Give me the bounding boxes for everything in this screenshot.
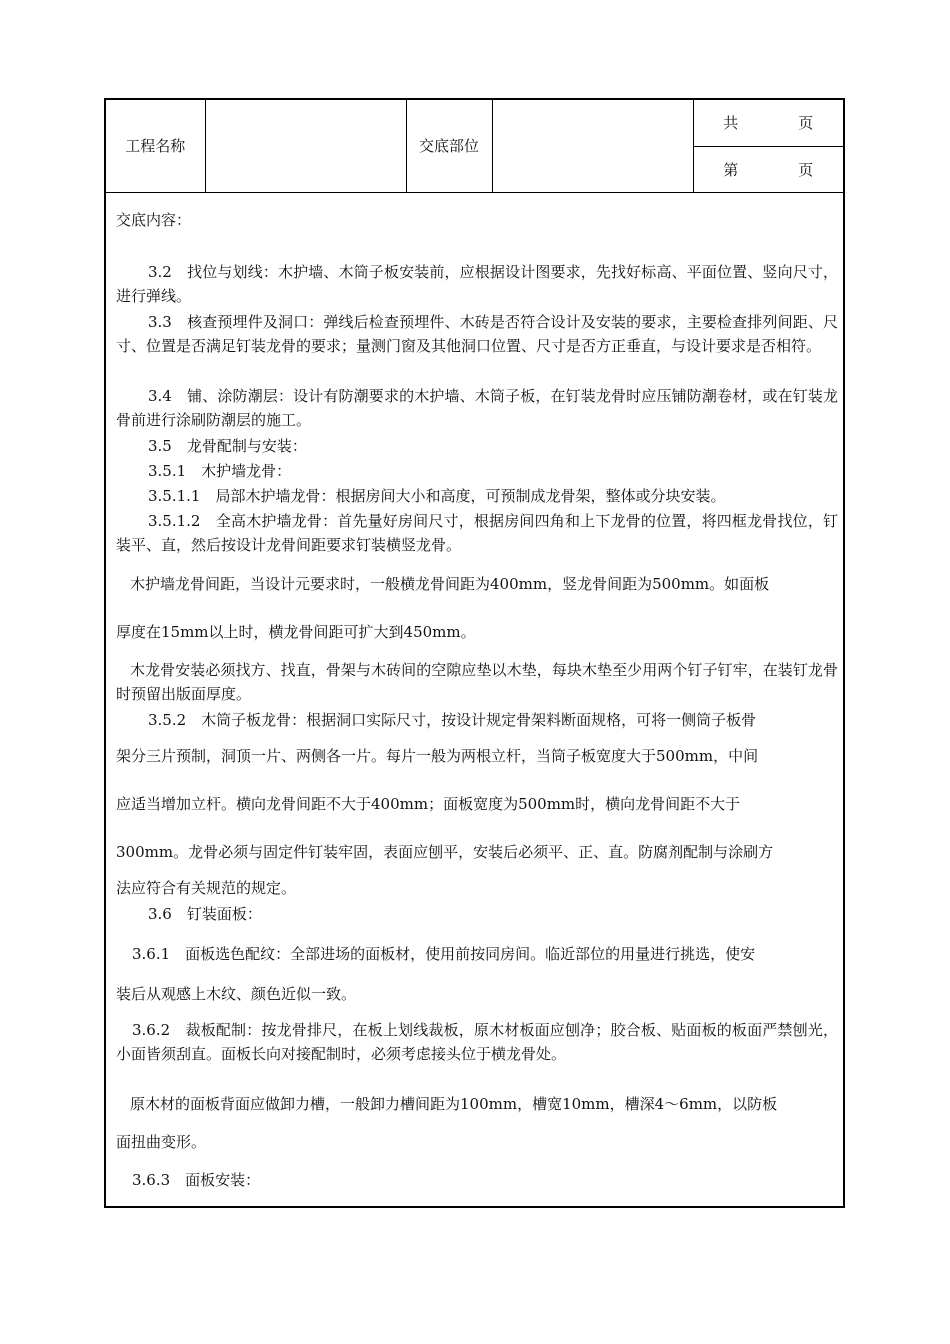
location-label: 交底部位 [406, 100, 492, 192]
paragraph-relief-groove-line-1: 原木材的面板背面应做卸力槽，一般卸力槽间距为100mm，槽宽10mm，槽深4～6mm，以防板 [130, 1095, 778, 1113]
paragraph-3-5-1: 3.5.1 木护墙龙骨： [148, 462, 292, 480]
total-pages-suffix: 页 [798, 114, 814, 133]
paragraph-3-5-2-line-5: 法应符合有关规范的规定。 [116, 879, 297, 897]
paragraph-3-3: 3.3 核查预埋件及洞口：弹线后检查预埋件、木砖是否符合设计及安装的要求，主要检查排列间距、尺寸、位置是否满足钉装龙骨的要求；量测门窗及其他洞口位置、尺寸是否方正垂直，与设计要求是否相符。 [116, 313, 838, 355]
paragraph-3-6-1-line-2: 装后从观感上木纹、颜色近似一致。 [116, 985, 357, 1003]
paragraph-3-5-1-2: 3.5.1.2 全高木护墙龙骨：首先量好房间尺寸，根据房间四角和上下龙骨的位置，将四框龙骨找位，钉装平、直，然后按设计龙骨间距要求钉装横竖龙骨。 [116, 512, 838, 554]
paragraph-3-6-1-line-1: 3.6.1 面板选色配纹：全部进场的面板材，使用前按同房间。临近部位的用量进行挑选，使安 [132, 945, 756, 963]
header-table [106, 100, 843, 193]
paragraph-3-5-2-line-1: 3.5.2 木筒子板龙骨：根据洞口实际尺寸，按设计规定骨架料断面规格，可将一侧筒子板骨 [148, 711, 757, 729]
paragraph-3-5-2-line-2: 架分三片预制，洞顶一片、两侧各一片。每片一般为两根立杆，当筒子板宽度大于500mm，中间 [116, 747, 759, 765]
disclosure-form [104, 98, 845, 1208]
paragraph-spacing-line-1: 木护墙龙骨间距，当设计元要求时，一般横龙骨间距为400mm，竖龙骨间距为500mm。如面板 [130, 575, 770, 593]
paragraph-3-6-2: 3.6.2 裁板配制：按龙骨排尺，在板上划线裁板，原木材板面应刨净；胶合板、贴面板的板面严禁刨光，小面皆须刮直。面板长向对接配制时，必须考虑接头位于横龙骨处。 [116, 1021, 838, 1063]
project-name-label: 工程名称 [106, 100, 205, 192]
page-suffix: 页 [798, 160, 814, 179]
page-number-cell [693, 146, 843, 192]
paragraph-3-5: 3.5 龙骨配制与安装： [148, 437, 307, 455]
project-name-value [205, 100, 406, 192]
paragraph-3-6: 3.6 钉装面板： [148, 905, 262, 923]
total-pages-prefix: 共 [723, 114, 739, 133]
paragraph-3-4: 3.4 铺、涂防潮层：设计有防潮要求的木护墙、木筒子板，在钉装龙骨时应压铺防潮卷材，或在钉装龙骨前进行涂刷防潮层的施工。 [116, 387, 838, 429]
paragraph-keel-install: 木龙骨安装必须找方、找直，骨架与木砖间的空隙应垫以木垫，每块木垫至少用两个钉子钉牢，在装钉龙骨时预留出版面厚度。 [116, 661, 838, 703]
paragraph-3-5-2-line-4: 300mm。龙骨必须与固定件钉装牢固，表面应刨平，安装后必须平、正、直。防腐剂配制与涂刷方 [116, 843, 774, 861]
paragraph-3-6-3: 3.6.3 面板安装： [132, 1171, 261, 1189]
paragraph-relief-groove-line-2: 面扭曲变形。 [116, 1133, 207, 1151]
page-prefix: 第 [723, 160, 739, 179]
paragraph-3-2: 3.2 找位与划线：木护墙、木筒子板安装前，应根据设计图要求，先找好标高、平面位置、竖向尺寸，进行弹线。 [116, 263, 838, 305]
content-label: 交底内容： [116, 211, 192, 229]
location-value [492, 100, 693, 192]
paragraph-3-5-2-line-3: 应适当增加立杆。横向龙骨间距不大于400mm；面板宽度为500mm时，横向龙骨间距不大于 [116, 795, 741, 813]
paragraph-spacing-line-2: 厚度在15mm以上时，横龙骨间距可扩大到450mm。 [116, 623, 476, 641]
total-pages-cell [693, 100, 843, 146]
paragraph-3-5-1-1: 3.5.1.1 局部木护墙龙骨：根据房间大小和高度，可预制成龙骨架，整体或分块安装。 [148, 487, 726, 505]
